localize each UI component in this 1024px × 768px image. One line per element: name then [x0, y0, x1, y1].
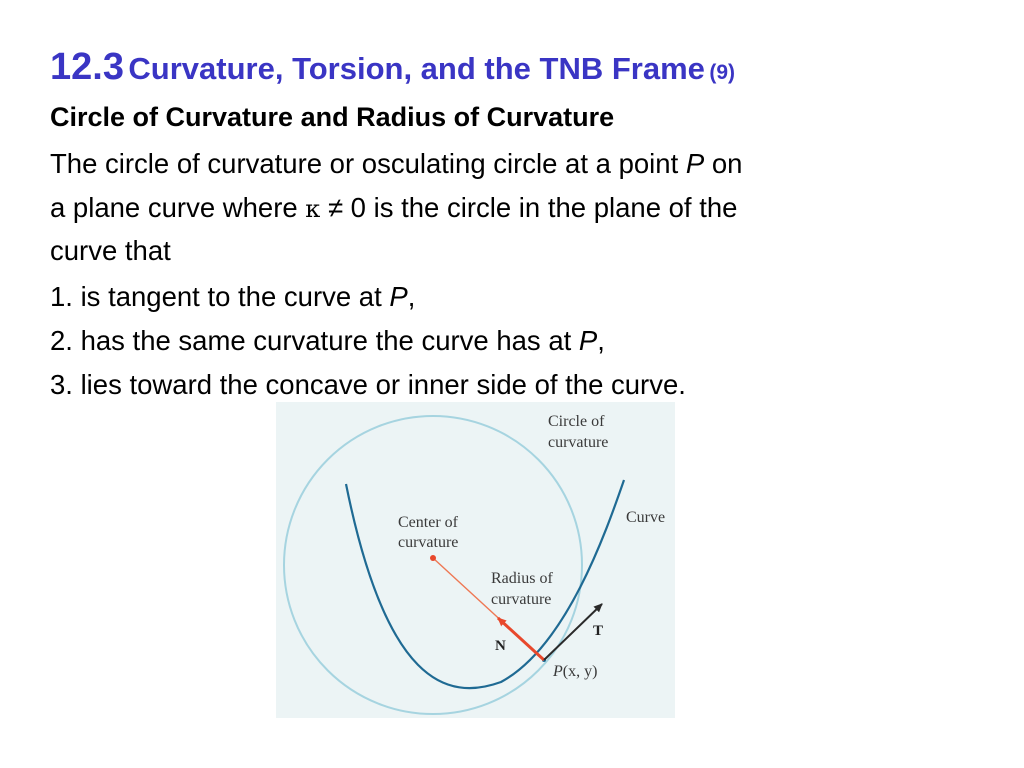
- list-item-2-text-b: ,: [597, 325, 605, 356]
- point-label-var: P: [553, 663, 563, 680]
- curve-label: Curve: [626, 509, 666, 526]
- intro-line-2-text-a: a plane curve where: [50, 192, 306, 223]
- radius-label-line-2: curvature: [491, 591, 552, 608]
- slide-subtitle: Circle of Curvature and Radius of Curvature: [50, 102, 615, 132]
- circle-label-line-1: Circle of: [548, 413, 605, 430]
- list-item-2-point-var: P: [578, 325, 598, 356]
- intro-line-1: [50, 148, 742, 180]
- list-item-3: 3. lies toward the concave or inner side of the curve.: [50, 369, 686, 400]
- list-item-1-text-a: 1. is tangent to the curve at: [50, 281, 390, 312]
- list-item-2: [50, 325, 605, 357]
- center-point: [430, 555, 436, 561]
- radius-label-line-1: Radius of: [491, 570, 553, 587]
- list-item-1-text-b: ,: [407, 281, 416, 312]
- title-section-number: 12.3: [50, 46, 124, 88]
- normal-label: N: [495, 638, 506, 654]
- intro-line-3: curve that: [50, 235, 171, 266]
- title-page-number: (9): [709, 61, 735, 84]
- point-label-coords: (x, y): [562, 663, 598, 680]
- intro-line-1-text-a: The circle of curvature or osculating circle at a point: [50, 148, 686, 179]
- point-label: [552, 663, 597, 680]
- curve: [346, 480, 624, 688]
- list-item-2-text-a: 2. has the same curvature the curve has at: [50, 325, 579, 356]
- title-text: Curvature, Torsion, and the TNB Frame: [128, 51, 705, 86]
- intro-line-2-text-b: 0 is the circle in the plane of the: [343, 192, 738, 223]
- center-label-line-1: Center of: [398, 514, 458, 531]
- kappa-symbol: κ: [305, 195, 321, 223]
- circle-of-curvature: [284, 416, 582, 714]
- curvature-figure: [276, 402, 675, 718]
- tangent-label: T: [593, 623, 604, 639]
- intro-line-2: [50, 192, 737, 225]
- curvature-diagram: [276, 402, 675, 718]
- circle-label-line-2: curvature: [548, 434, 609, 451]
- list-item-1-point-var: P: [389, 281, 408, 312]
- intro-line-1-point-var: P: [685, 148, 705, 179]
- not-equal-symbol: ≠: [327, 192, 344, 223]
- slide-title: [50, 46, 735, 89]
- list-item-1: [50, 281, 415, 313]
- center-label-line-2: curvature: [398, 534, 459, 551]
- intro-line-1-text-b: on: [704, 148, 743, 179]
